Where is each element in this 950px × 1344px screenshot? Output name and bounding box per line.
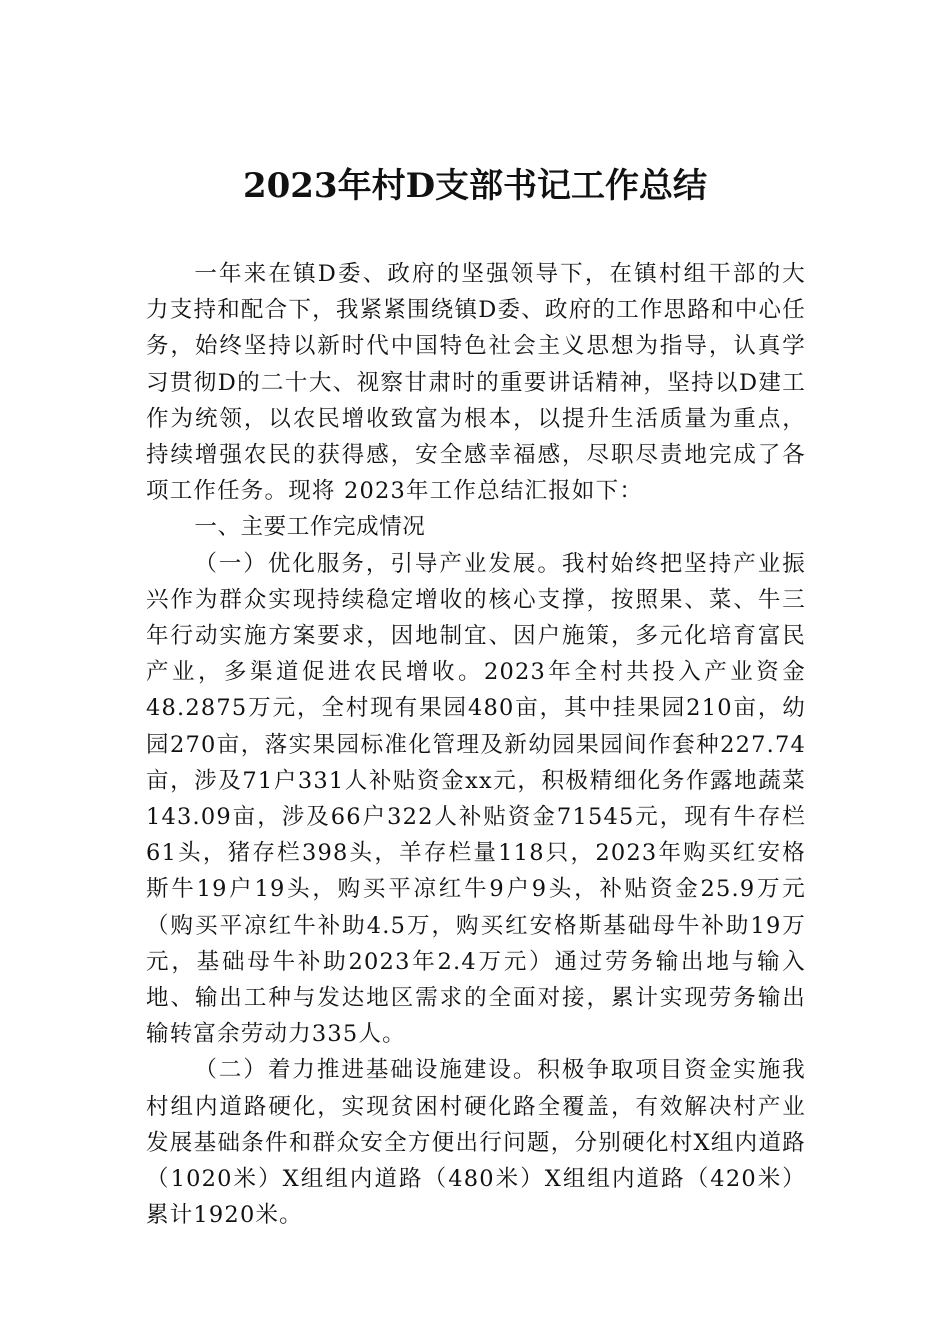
intro-paragraph: 一年来在镇D委、政府的坚强领导下，在镇村组干部的大力支持和配合下，我紧紧围绕镇D委、政府的工作思路和中心任务，始终坚持以新时代中国特色社会主义思想为指导，认真学习贯彻D的二十大、视察甘肃时的重要讲话精神，坚持以D建工作为统领，以农民增收致富为根本，以提升生活质量为重点，持续增强农民的获得感，安全感幸福感，尽职尽责地完成了各项工作任务。现将 2023年工作总结汇报如下： bbox=[146, 261, 806, 505]
paragraph-infrastructure: （二）着力推进基础设施建设。积极争取项目资金实施我村组内道路硬化，实现贫困村硬化路全覆盖，有效解决村产业发展基础条件和群众安全方便出行问题，分别硬化村X组内道路（1020米）X组组内道路（480米）X组组内道路（420米）累计1920米。 bbox=[146, 1057, 806, 1229]
document-body bbox=[146, 256, 806, 1233]
section-heading-main-work: 一、主要工作完成情况 bbox=[194, 514, 426, 541]
paragraph-industry-development: （一）优化服务，引导产业发展。我村始终把坚持产业振兴作为群众实现持续稳定增收的核心支撑，按照果、菜、牛三年行动实施方案要求，因地制宜、因户施策，多元化培育富民产业，多渠道促进农民增收。2023年全村共投入产业资金48.2875万元，全村现有果园480亩，其中挂果园210亩，幼园270亩，落实果园标准化管理及新幼园果园间作套种227.74亩，涉及71户331人补贴资金xx元，积极精细化务作露地蔬菜143.09亩，涉及66户322人补贴资金71545元，现有牛存栏61头，猪存栏398头，羊存栏量118只，2023年购买红安格斯牛19户19头，购买平凉红牛9户9头，补贴资金25.9万元（购买平凉红牛补助4.5万，购买红安格斯基础母牛补助19万元，基础母牛补助2023年2.4万元）通过劳务输出地与输入地、输出工种与发达地区需求的全面对接，累计实现劳务输出输转富余劳动力335人。 bbox=[146, 550, 806, 1048]
document-title: 2023年村D支部书记工作总结 bbox=[242, 166, 708, 206]
